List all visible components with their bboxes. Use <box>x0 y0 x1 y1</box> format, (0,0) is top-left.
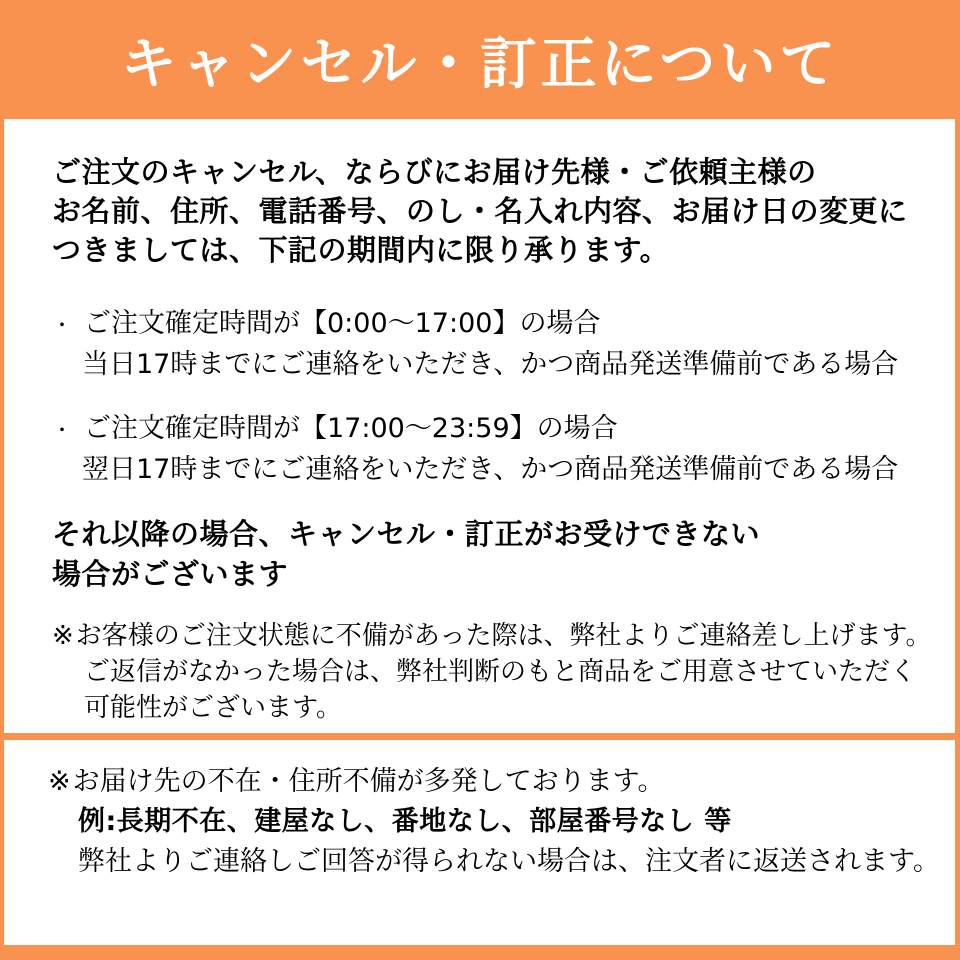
order-issue-note <box>52 618 932 726</box>
case-condition-text: ご注文確定時間が【0:00〜17:00】の場合 <box>84 308 601 339</box>
case-condition <box>52 304 925 345</box>
policy-intro <box>52 153 925 270</box>
case-late-order <box>52 409 925 490</box>
note-line-3: 可能性がございます。 <box>84 693 342 723</box>
policy-intro-line-2: お名前、住所、電話番号、のし・名入れ内容、お届け日の変更に <box>52 194 908 228</box>
warning-line-2: 場合がございます <box>52 557 289 591</box>
delivery-issue-panel <box>4 740 955 945</box>
delivery-return-line: 弊社よりご連絡しご回答が得られない場合は、注文者に返送されます。 <box>78 846 940 877</box>
note-line-1-text: お客様のご注文状態に不備があった際は、弊社よりご連絡差し上げます。 <box>75 621 932 651</box>
no-cancel-warning <box>52 514 925 594</box>
page-title: キャンセル・訂正について <box>120 31 840 97</box>
case-detail-text: 翌日17時までにご連絡をいただき、かつ商品発送準備前である場合 <box>82 454 899 485</box>
policy-intro-line-3: つきましては、下記の期間内に限り承ります。 <box>52 233 670 267</box>
reference-mark-icon: ※ <box>48 766 71 797</box>
warning-line-1: それ以降の場合、キャンセル・訂正がお受けできない <box>52 517 761 551</box>
case-condition <box>52 409 925 450</box>
bullet-dot-icon: ・ <box>52 313 72 337</box>
delivery-example-line: 例:長期不在、建屋なし、番地なし、部屋番号なし 等 <box>78 806 732 837</box>
case-early-order <box>52 304 925 385</box>
policy-intro-line-1: ご注文のキャンセル、ならびにお届け先様・ご依頼主様の <box>52 155 817 189</box>
delivery-note-line-1 <box>48 762 925 802</box>
reference-mark-icon: ※ <box>52 621 74 651</box>
note-line-2: ご返信がなかった場合は、弊社判断のもと商品をご用意させていただく <box>84 657 917 687</box>
case-condition-text: ご注文確定時間が【17:00〜23:59】の場合 <box>84 413 618 444</box>
case-detail-text: 当日17時までにご連絡をいただき、かつ商品発送準備前である場合 <box>82 349 899 380</box>
bottom-margin-strip <box>0 945 960 960</box>
title-banner <box>0 0 960 119</box>
note-line-1 <box>52 618 932 654</box>
section-divider <box>0 733 960 740</box>
bullet-dot-icon: ・ <box>52 418 72 442</box>
cancel-policy-panel <box>4 119 955 733</box>
delivery-note-line-1-text: お届け先の不在・住所不備が多発しております。 <box>72 766 665 797</box>
